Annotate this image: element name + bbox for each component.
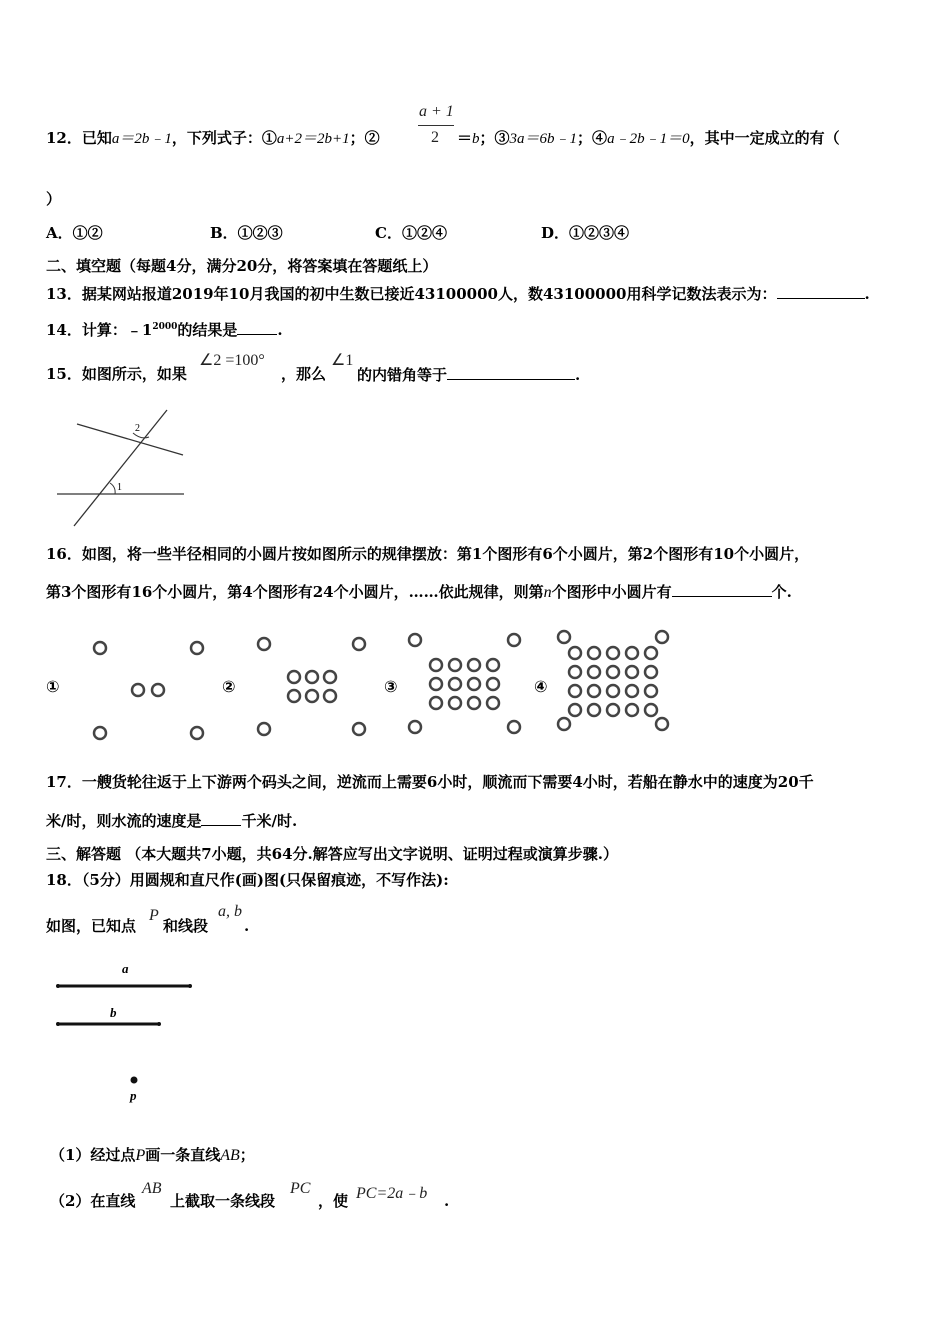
q18-part1-text-b: 画一条直线 (145, 1146, 221, 1164)
q12-option-4: a﹣2b﹣1＝0 (607, 131, 690, 147)
q18-part2-text: 上截取一条线段 (170, 1192, 276, 1210)
q18-part1-text: （1）经过点 (50, 1146, 136, 1164)
fig15-label-2: 2 (135, 423, 140, 434)
q12-choice-d: D．①②③④ (541, 224, 630, 242)
fig16-label-3: ③ (384, 677, 398, 696)
q12-given: a＝2b﹣1 (111, 131, 172, 147)
q12-frac-denominator: 2 (431, 129, 439, 146)
fig15-label-1: 1 (117, 482, 122, 493)
q14-text: 14．计算：﹣1 (46, 321, 153, 339)
q15-angle1: ∠1 (331, 352, 354, 369)
q12-choice-b: B．①②③ (210, 224, 283, 242)
q14-exponent: 2000 (152, 322, 178, 332)
q18-part2-text-c: ，使 (318, 1192, 349, 1210)
q18-part2-end: . (444, 1192, 450, 1210)
q12-frac-numerator: a + 1 (419, 103, 454, 120)
fig18-label-p: p (130, 1088, 137, 1103)
q18-point-p: P (149, 907, 159, 924)
q12-line2: ） (46, 190, 62, 208)
q16-line1: 16．如图，将一些半径相同的小圆片按如图所示的规律摆放：第1个图形有6个小圆片，第2个图形有10个小圆片， (46, 545, 810, 563)
q18-part1-p: P (135, 1147, 146, 1164)
q12-prefix: 12．已知 (46, 129, 112, 147)
fig16-label-1: ① (46, 677, 60, 696)
q14-text-b: 的结果是 (177, 321, 238, 339)
q18-part2-prefix: （2）在直线 (50, 1192, 136, 1210)
q12-choice-c: C．①②④ (375, 224, 447, 242)
q15-prefix: 15．如图所示，如果 (46, 365, 187, 383)
q12-text-c: ；② (349, 129, 380, 147)
q16-text-b: 个图形中小圆片有 (551, 583, 672, 601)
q18-segments-ab: a, b (218, 903, 242, 920)
fig16-label-2: ② (222, 677, 236, 696)
q18-given-end: . (244, 917, 250, 935)
q13-end: . (864, 285, 870, 303)
q17-text: 米/时，则水流的速度是 (46, 812, 202, 830)
fig18-segment-a-end (56, 984, 60, 988)
fig18-label-a: a (122, 961, 129, 976)
q18-part1 (50, 1146, 255, 1165)
q13-text: 13．据某网站报道2019年10月我国的初中生数已接近43100000人，数43100000用科学记数法表示为： (46, 285, 777, 303)
q12-option-2-rhs: b (472, 131, 480, 147)
q12-text-b: ，下列式子：① (171, 129, 277, 147)
q14-end: . (277, 321, 283, 339)
q12-option-3: 3a＝6b﹣1 (509, 131, 578, 147)
q15-text-b: ，那么 (281, 365, 327, 383)
q12-text-f: ；④ (577, 129, 608, 147)
q16-end: 个. (771, 583, 792, 601)
q15-text: 的内错角等于 (357, 366, 448, 384)
q17-text-b: 千米/时. (241, 812, 298, 830)
fig18-segment-b-end (157, 1022, 161, 1026)
fig18-segment-b-end (56, 1022, 60, 1026)
q16-n: n (543, 584, 552, 601)
q18-given-text: 和线段 (163, 917, 209, 935)
q17-line1: 17．一艘货轮往返于上下游两个码头之间，逆流而上需要6小时，顺流而下需要4小时，若船在静水中的速度为20千 (46, 773, 814, 791)
fig18-point-p (131, 1077, 138, 1084)
q18-part1-end: ； (239, 1146, 255, 1164)
q18-part1-ab: AB (220, 1147, 240, 1164)
q12-option-1: a+2＝2b+1 (276, 131, 350, 147)
q12-text-e: ；③ (479, 129, 510, 147)
q18-given-prefix: 如图，已知点 (46, 917, 137, 935)
q15-angle2: ∠2 =100° (199, 352, 265, 369)
fig18-segment-a-end (188, 984, 192, 988)
q12-choice-a: A．①② (46, 224, 103, 242)
fig16-label-4: ④ (534, 677, 548, 696)
q18-part2-ab: AB (142, 1180, 162, 1197)
q18-part2-pc: PC (290, 1180, 311, 1197)
section-2-heading: 二、填空题（每题4分，满分20分，将答案填在答题纸上） (46, 257, 438, 275)
q15-end: . (575, 366, 581, 384)
q16-text: 第3个图形有16个小圆片，第4个图形有24个小圆片，……依此规律，则第 (46, 583, 544, 601)
q18-part2-equation: PC=2a﹣b (356, 1185, 428, 1202)
fig18-label-b: b (110, 1005, 117, 1020)
section-3-heading: 三、解答题 （本大题共7小题，共64分.解答应写出文字说明、证明过程或演算步骤.） (46, 845, 618, 863)
q18-title: 18．（5分）用圆规和直尺作(画)图(只保留痕迹，不写作法): (46, 871, 449, 889)
q12-text-g: ，其中一定成立的有（ (689, 129, 840, 147)
q12-text-d: ＝ (457, 129, 473, 147)
